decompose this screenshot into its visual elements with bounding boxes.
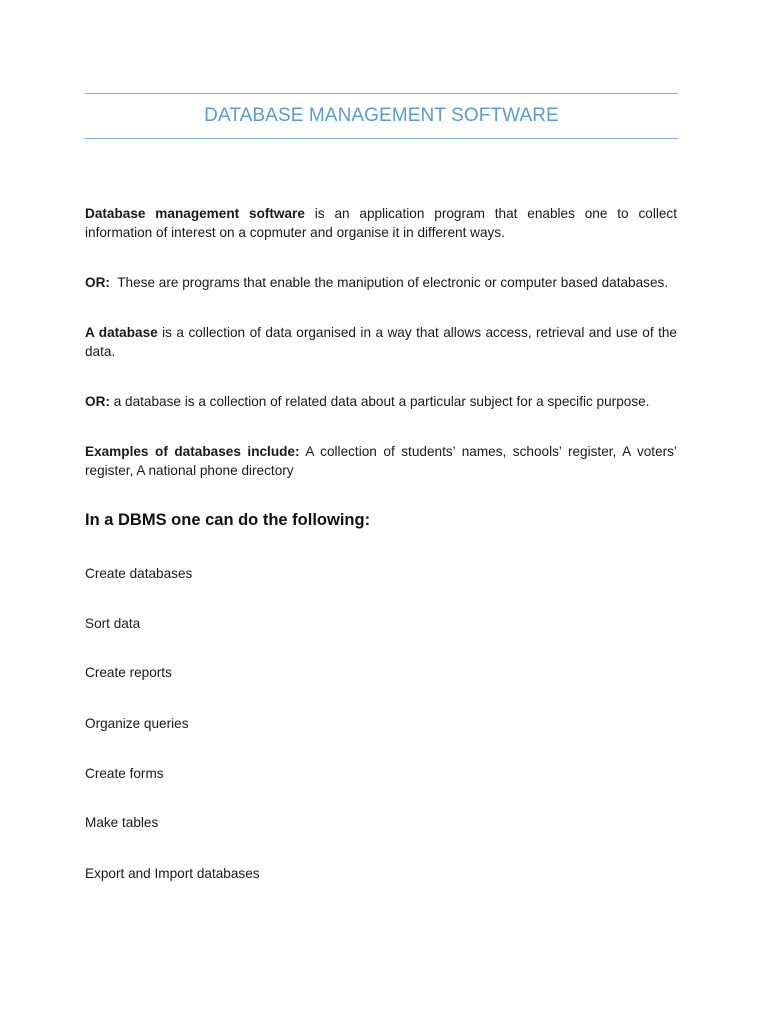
definition-database-alt: a database is a collection of related data about a particular subject for a specific purpose. (109, 394, 650, 409)
list-item: Create forms (85, 766, 164, 781)
or-label: OR: (85, 275, 110, 290)
paragraph-database-alt-definition (85, 392, 677, 411)
term-dbms: Database management software (85, 206, 305, 221)
dbms-capabilities-heading: In a DBMS one can do the following: (85, 511, 371, 529)
term-examples: Examples of databases include: (85, 444, 300, 459)
paragraph-dbms-definition (85, 204, 677, 242)
list-item: Create reports (85, 665, 172, 680)
definition-database: is a collection of data organised in a way that allows access, retrieval and use of the data. (85, 325, 677, 359)
definition-dbms-alt: These are programs that enable the manipution of electronic or computer based databases. (109, 275, 669, 290)
examples-text: A collection of students’ names, schools’ register, A voters’ register, A national phone directory (85, 444, 677, 478)
list-item: Sort data (85, 616, 141, 631)
title-block (85, 93, 678, 139)
paragraph-dbms-alt-definition (85, 273, 677, 292)
or-label: OR: (85, 394, 110, 409)
paragraph-database-examples (85, 442, 677, 480)
list-item: Organize queries (85, 716, 189, 731)
term-database: A database (85, 325, 158, 340)
list-item: Create databases (85, 566, 193, 581)
paragraph-database-definition (85, 323, 677, 361)
definition-dbms: is an application program that enables one to collect information of interest on a copmuter and organise it in different ways. (85, 206, 677, 240)
page-title: DATABASE MANAGEMENT SOFTWARE (204, 105, 559, 126)
list-item: Make tables (85, 815, 159, 830)
list-item: Export and Import databases (85, 866, 260, 881)
